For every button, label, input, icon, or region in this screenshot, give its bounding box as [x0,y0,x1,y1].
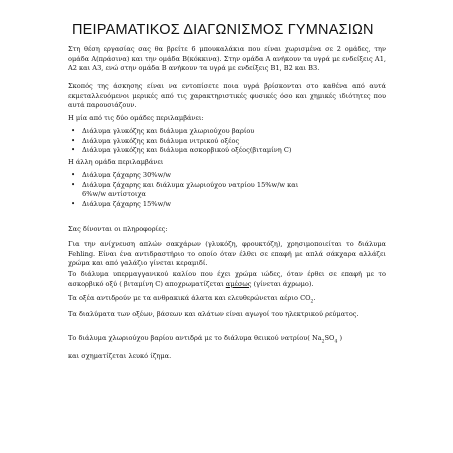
list-item: • Διάλυμα ζάχαρης και διάλυμα χλωριούχου νατρίου 15%w/w και 6%w/w αντίστοιχα [71,180,299,199]
list-item: • Διάλυμα γλυκόζης και διάλυμα ασκορβικού οξέος(βιταμίνη C) [71,146,292,155]
group-a-list [68,127,388,156]
info-paragraph-fehling: Για την ανίχνευση απλών σακχάρων (γλυκόζη, φρουκτόζη), χρησιμοποιείται το διάλυμα Fehling. Είναι ένα αντιδραστήριο το οποίο όταν έλθει σε επαφή με απλά σάκχαρα αλλάζει χρώμα και από γαλάζιο γίνεται κεραμιδί. [68,240,386,268]
intro-paragraph: Στη θέση εργασίας σας θα βρείτε 6 μπουκαλάκια που είναι χωρισμένα σε 2 ομάδες, την ομάδα Α(πράσινα) και την ομάδα Β(κόκκινα). Στην ομάδα Α ανήκουν τα υγρά με ενδείξεις Α1, Α2 και Α3, ενώ στην ομάδα Β ανήκουν τα υγρά με ενδείξεις Β1, Β2 και Β3. [68,45,386,73]
list-item: • Διάλυμα γλυκόζης και διάλυμα νιτρικού οξέος [71,136,240,145]
info-paragraph-permanganate: Το διάλυμα υπερμαγγανικού καλίου που έχει χρώμα ιώδες, όταν έρθει σε επαφή με το ασκορβικό οξύ ( βιταμίνη C) αποχρωματίζεται αμέσως (γίνεται άχρωμο). [68,270,386,288]
bullet-icon: • [71,127,76,135]
list-item: • Διάλυμα ζάχαρης 30%w/w [71,171,172,179]
bullet-icon: • [71,200,76,209]
group-b-list [68,171,388,210]
info-heading: Σας δίνονται οι πληροφορίες: [68,225,168,233]
info-paragraph-precipitate: και σχηματίζεται λευκό ίζημα. [68,352,172,360]
list-item: • Διάλυμα ζάχαρης 15%w/w [71,200,172,209]
info-paragraph-acids: Τα οξέα αντιδρούν με τα ανθρακικά άλατα και ελευθερώνεται αέριο $CO_2$. [68,294,316,305]
document-title: ΠΕΙΡΑΜΑΤΙΚΟΣ ΔΙΑΓΩΝΙΣΜΟΣ ΓΥΜΝΑΣΙΩΝ [72,22,374,38]
info-paragraph-conductors: Τα διαλύματα των οξέων, βάσεων και αλάτων είναι αγωγοί του ηλεκτρικού ρεύματος. [68,310,359,318]
list-item: • Διάλυμα γλυκόζης και διάλυμα χλωριούχου βαρίου [71,127,255,135]
bullet-icon: • [71,136,76,145]
bullet-icon: • [71,180,76,189]
bullet-icon: • [71,171,76,179]
bullet-icon: • [71,146,76,155]
group-a-heading: Η μία από τις δύο ομάδες περιλαμβάνει: [68,114,204,122]
group-b-heading: Η άλλη ομάδα περιλαμβάνει [68,158,164,166]
purpose-paragraph: Σκοπός της άσκησης είναι να εντοπίσετε ποια υγρά βρίσκονται στο καθένα από αυτά εκμεταλλευόμενοι μερικές από τις χαρακτηριστικές φυσικές όσο και χημικές ιδιότητες που αυτά παρουσιάζουν. [68,82,386,110]
info-paragraph-barium: Το διάλυμα χλωριούχου βαρίου αντιδρά με το διάλυμα θειικού νατρίου( $Na_2SO_4$ ) [68,334,343,345]
underlined-word: αμέσως [225,279,252,288]
